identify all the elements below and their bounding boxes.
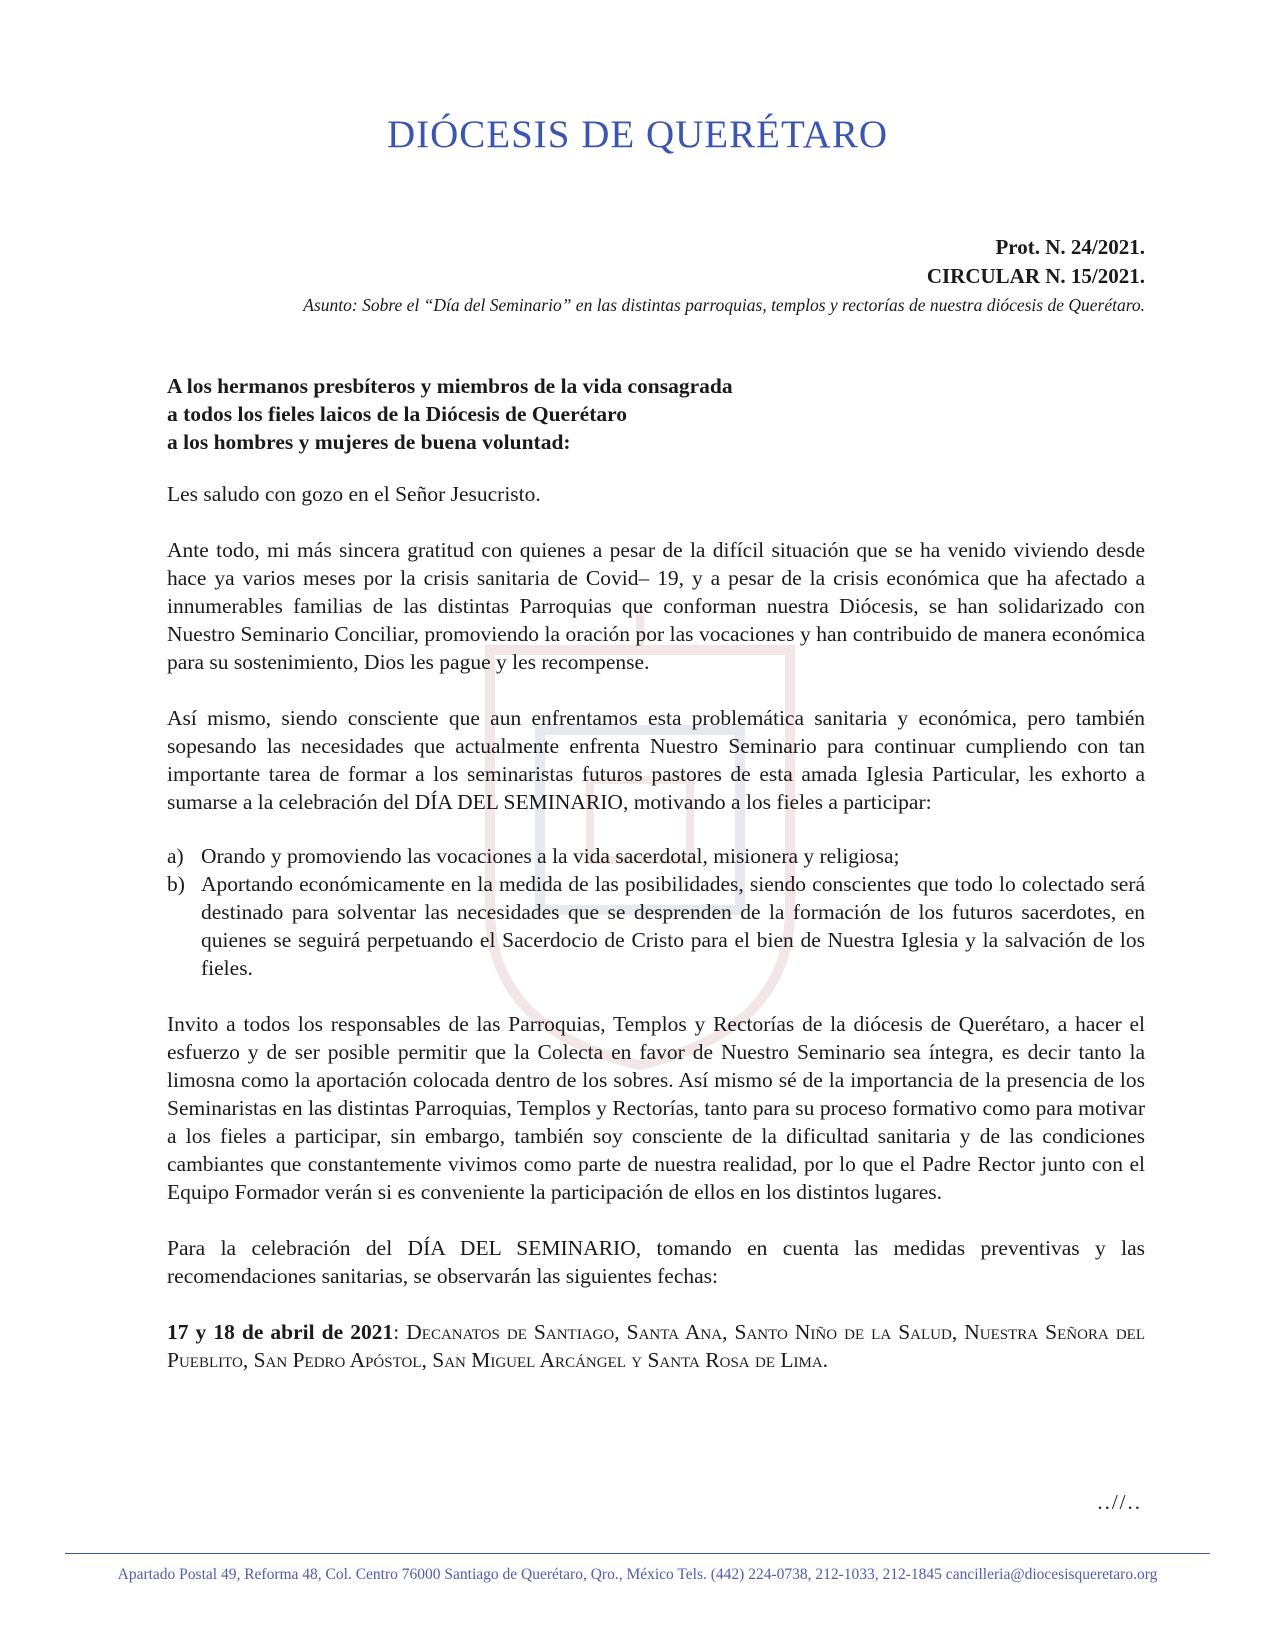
letter-reference-block	[245, 233, 1145, 319]
date-label: 17 y 18 de abril de 2021	[167, 1320, 394, 1344]
list-item-text: Aportando económicamente en la medida de las posibilidades, siendo conscientes que todo lo colectado será destinado para solventar las necesidades que se desprenden de la formación de los futuros sacerdotes, en quienes se seguirá perpetuando el Sacerdocio de Cristo para el bien de Nuestra Iglesia y la salvación de los fieles.	[201, 872, 1145, 980]
addressee-line: a los hombres y mujeres de buena voluntad:	[167, 430, 571, 454]
subject-line: Asunto: Sobre el “Día del Seminario” en las distintas parroquias, templos y rectorías de nuestra diócesis de Querétaro.	[303, 295, 1145, 315]
paragraph-gratitude: Ante todo, mi más sincera gratitud con quienes a pesar de la difícil situación que se ha venido viviendo desde hace ya varios meses por la crisis sanitaria de Covid– 19, y a pesar de la crisis económica que ha afectado a innumerables familias de las distintas Parroquias que conforman nuestra Diócesis, se han solidarizado con Nuestro Seminario Conciliar, promoviendo la oración por las vocaciones y han contribuido de manera económica para su sostenimiento, Dios les pague y les recompense.	[167, 538, 1145, 674]
list-item	[167, 870, 1145, 982]
list-item-text: Orando y promoviendo las vocaciones a la vida sacerdotal, misionera y religiosa;	[201, 844, 900, 868]
deanery-list: Decanatos de Santiago, Santa Ana, Santo Niño de la Salud, Nuestra Señora del Pueblito, San Pedro Apóstol, San Miguel Arcángel y Santa Rosa de Lima.	[167, 1320, 1145, 1372]
list-marker: a)	[167, 844, 184, 868]
footer-address: Apartado Postal 49, Reforma 48, Col. Centro 76000 Santiago de Querétaro, Qro., México Tels. (442) 224-0738, 212-1033, 212-1845 cancilleria@diocesisqueretaro.org	[117, 1566, 1158, 1583]
list-item	[167, 842, 1145, 870]
letter-body	[167, 372, 1145, 1374]
paragraph-invitation: Invito a todos los responsables de las Parroquias, Templos y Rectorías de la diócesis de Querétaro, a hacer el esfuerzo y de ser posible permitir que la Colecta en favor de Nuestro Seminario sea íntegra, es decir tanto la limosna como la aportación colocada dentro de los sobres. Así mismo sé de la importancia de la presencia de los Seminaristas en las distintas Parroquias, Templos y Rectorías, tanto para su proceso formativo como para motivar a los fieles a participar, sin embargo, también soy consciente de la dificultad sanitaria y de las condiciones cambiantes que constantemente vivimos como parte de nuestra realidad, por lo que el Padre Rector junto con el Equipo Formador verán si es conveniente la participación de ellos en los distintos lugares.	[167, 1012, 1145, 1204]
dates-entry	[167, 1318, 1145, 1374]
participation-list	[167, 842, 1145, 982]
continuation-mark: ..//..	[1097, 1490, 1142, 1514]
date-separator: :	[393, 1320, 407, 1344]
list-marker: b)	[167, 872, 185, 896]
circular-number: CIRCULAR N. 15/2021.	[926, 264, 1145, 288]
diocese-title: DIÓCESIS DE QUERÉTARO	[386, 113, 889, 156]
addressee-line: a todos los fieles laicos de la Diócesis de Querétaro	[167, 402, 628, 426]
protocol-number: Prot. N. 24/2021.	[995, 235, 1145, 259]
footer-divider	[65, 1553, 1210, 1554]
salutation: Les saludo con gozo en el Señor Jesucristo.	[167, 482, 541, 506]
addressee-block	[167, 372, 1145, 456]
paragraph-dates-intro: Para la celebración del DÍA DEL SEMINARIO, tomando en cuenta las medidas preventivas y las recomendaciones sanitarias, se observarán las siguientes fechas:	[167, 1236, 1145, 1288]
addressee-line: A los hermanos presbíteros y miembros de la vida consagrada	[167, 374, 733, 398]
paragraph-exhortation: Así mismo, siendo consciente que aun enfrentamos esta problemática sanitaria y económica, pero también sopesando las necesidades que actualmente enfrenta Nuestro Seminario para continuar cumpliendo con tan importante tarea de formar a los seminaristas futuros pastores de esta amada Iglesia Particular, les exhorto a sumarse a la celebración del DÍA DEL SEMINARIO, motivando a los fieles a participar:	[167, 706, 1145, 814]
